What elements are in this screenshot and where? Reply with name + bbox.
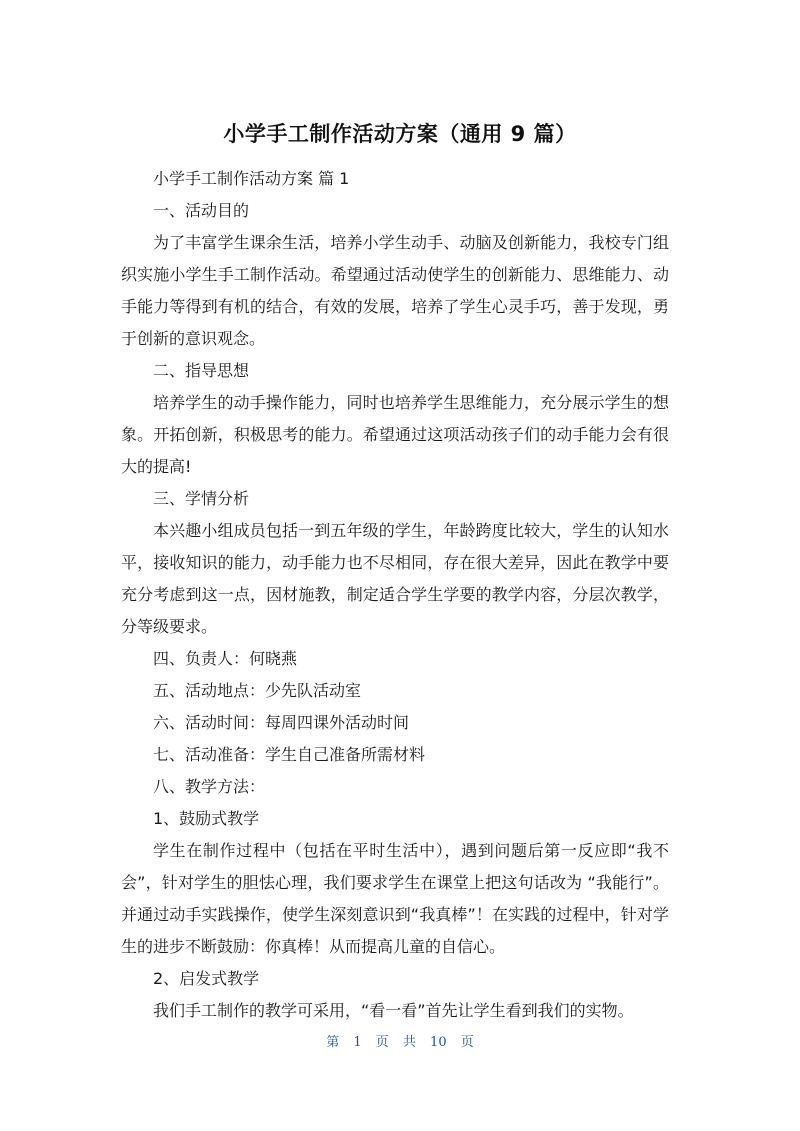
section-heading: 小学手工制作活动方案 篇 1: [153, 169, 350, 188]
body-paragraph: 为了丰富学生课余生活，培养小学生动手、动脑及创新能力，我校专门组织实施小学生手工制作活动。希望通过活动使学生的创新能力、思维能力、动手能力等得到有机的结合，有效的发展，培养了学生心灵手巧，善于发现，勇于创新的意识观念。: [121, 233, 669, 348]
body-paragraph: 学生在制作过程中（包括在平时生活中），遇到问题后第一反应即“我不会”，针对学生的胆怯心理，我们要求学生在课堂上把这句话改为 “我能行”。并通过动手实践操作，使学生深刻意识到“我真棒”！在实践的过程中，针对学生的进步不断鼓励：你真棒！从而提高儿童的自信心。: [121, 841, 669, 956]
section-heading: 二、指导思想: [153, 361, 250, 380]
info-line: 六、活动时间：每周四课外活动时间: [153, 713, 410, 732]
info-line: 四、负责人：何晓燕: [153, 649, 298, 668]
body-paragraph: 我们手工制作的教学可采用，“看一看”首先让学生看到我们的实物。: [153, 1001, 634, 1020]
body-paragraph: 本兴趣小组成员包括一到五年级的学生，年龄跨度比较大，学生的认知水平，接收知识的能力，动手能力也不尽相同，存在很大差异，因此在教学中要充分考虑到这一点，因材施教，制定适合学生学要的教学内容，分层次教学，分等级要求。: [121, 521, 669, 636]
page-number-footer: 第 1 页 共 10 页: [326, 1035, 474, 1050]
info-line: 七、活动准备：学生自己准备所需材料: [153, 745, 426, 764]
subsection-heading: 2、启发式教学: [153, 969, 260, 988]
section-heading: 三、学情分析: [153, 489, 250, 508]
section-heading: 一、活动目的: [153, 201, 250, 220]
section-heading: 八、教学方法：: [153, 777, 266, 796]
info-line: 五、活动地点：少先队活动室: [153, 681, 362, 700]
body-paragraph: 培养学生的动手操作能力，同时也培养学生思维能力，充分展示学生的想象。开拓创新，积极思考的能力。希望通过这项活动孩子们的动手能力会有很大的提高!: [121, 393, 669, 476]
subsection-heading: 1、鼓励式教学: [153, 809, 260, 828]
document-body: [121, 163, 669, 1027]
document-title: 小学手工制作活动方案（通用 9 篇）: [223, 122, 577, 146]
